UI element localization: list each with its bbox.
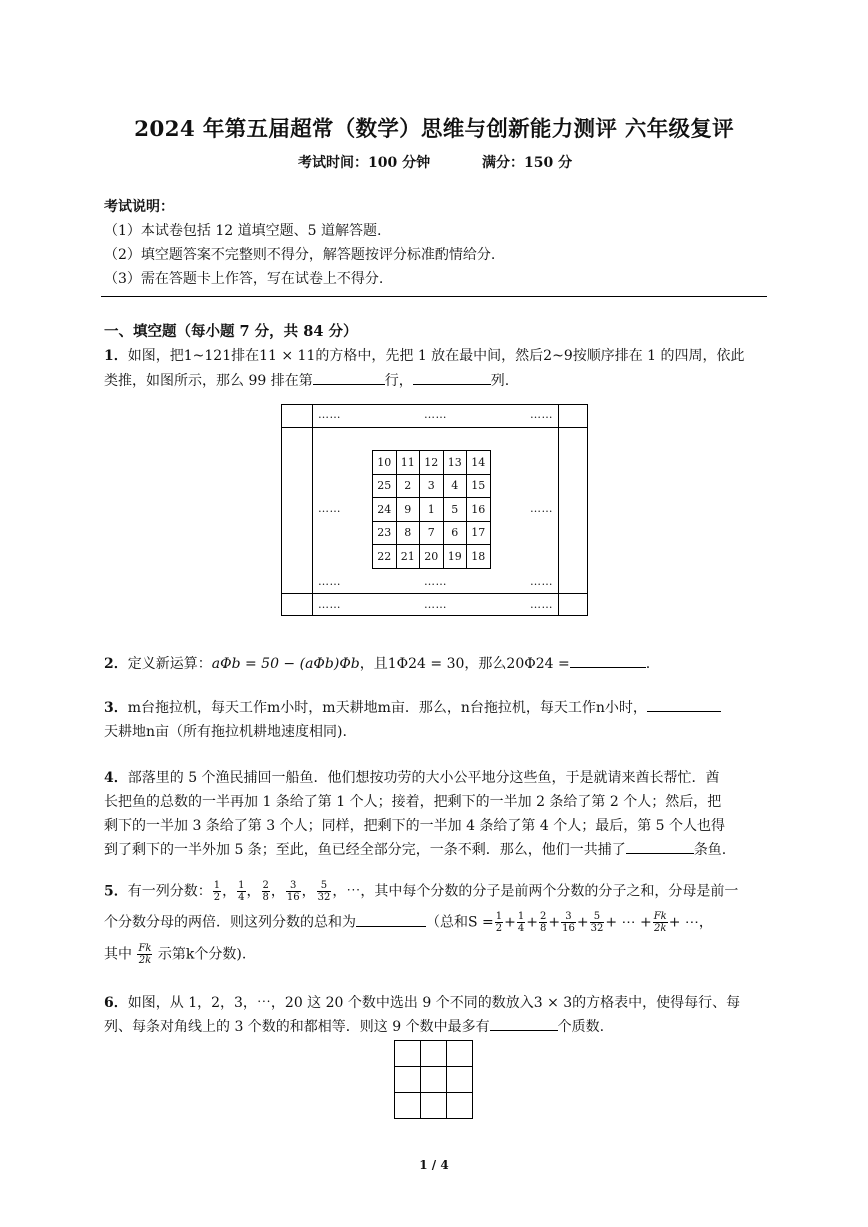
answer-blank[interactable] (570, 653, 646, 668)
question-4-line2: 长把鱼的总数的一半再加 1 条给了第 1 个人；接着，把剩下的一半加 2 条给了第 2 个人；然后，把 (104, 794, 722, 810)
question-text: 其中 (104, 946, 132, 963)
question-text: ，且1Φ24 = 30，那么20Φ24 = (359, 656, 570, 672)
answer-blank[interactable] (647, 697, 721, 712)
grid-cell (395, 1041, 421, 1067)
answer-blank[interactable] (490, 1016, 558, 1031)
question-text: + ⋯ + (605, 914, 652, 931)
question-number: 1． (104, 348, 128, 364)
grid-cell: 1 (420, 498, 444, 522)
grid-cell (447, 1067, 473, 1093)
question-5-line3 (104, 943, 246, 966)
question-2 (104, 653, 650, 673)
grid-cell: 17 (467, 521, 491, 545)
fraction: $\frac{2}{8}$ (262, 880, 269, 903)
formula: aΦb = 50 − (aΦb)Φb (211, 656, 360, 672)
grid-cell: 5 (443, 498, 467, 522)
answer-blank[interactable] (356, 912, 426, 927)
fraction: $\frac{2}{8}$ (540, 911, 547, 934)
grid-line (312, 405, 313, 615)
grid-cell: 12 (420, 451, 444, 475)
number-grid (372, 450, 491, 569)
question-4-line4 (104, 839, 726, 859)
grid-cell (395, 1093, 421, 1119)
ellipsis: …… (530, 408, 553, 421)
question-text: 如图，从 1，2，3，⋯，20 这 20 个数中选出 9 个不同的数放入3 × 3的方格表中，使得每行、每 (127, 995, 741, 1011)
question-text: ，⋯，其中每个分数的分子是前两个分数的分子之和，分母是前一 (332, 883, 739, 900)
grid-cell: 10 (373, 451, 397, 475)
grid-cell: 22 (373, 545, 397, 569)
question-number: 4． (104, 770, 128, 786)
answer-blank[interactable] (313, 370, 385, 385)
grid-cell: 19 (443, 545, 467, 569)
grid-cell: 9 (396, 498, 420, 522)
question-text: 到了剩下的一半外加 5 条；至此，鱼已经全部分完，一条不剩．那么，他们一共捕了 (104, 842, 626, 858)
fraction: $\frac{5}{32}$ (590, 911, 604, 934)
grid-cell: 4 (443, 474, 467, 498)
answer-blank[interactable] (626, 839, 694, 854)
magic-square-grid (394, 1040, 473, 1119)
ellipsis: …… (318, 575, 341, 588)
grid-cell: 23 (373, 521, 397, 545)
fraction: $\frac{Fk}{2k}$ (138, 943, 152, 966)
question-4-line1 (104, 767, 720, 787)
grid-cell (447, 1041, 473, 1067)
question-text: 条鱼. (693, 842, 727, 858)
fraction: $\frac{1}{4}$ (517, 911, 525, 934)
question-number: 6． (104, 995, 128, 1011)
question-text: 定义新运算： (127, 656, 212, 672)
question-5-line2: 个分数分母的两倍．则这列分数的总和为 （总和S = $\frac{1}{2}$ + $\frac{1}{4}$ + $\frac{2}{8}$ + $\frac{3}{16}$ + $\frac{5}{32}$ + ⋯ + $\frac{Fk}{2k}$ + ⋯， (104, 911, 713, 934)
grid-cell: 15 (467, 474, 491, 498)
fraction: $\frac{3}{16}$ (562, 911, 575, 934)
spiral-grid-figure (281, 404, 588, 616)
grid-cell: 6 (443, 521, 467, 545)
question-number: 2． (104, 656, 128, 672)
question-text: 列. (490, 373, 510, 389)
question-1-line2 (104, 370, 509, 390)
answer-blank[interactable] (413, 370, 491, 385)
grid-line (282, 427, 587, 428)
fraction: $\frac{Fk}{2k}$ (653, 911, 667, 934)
fraction: $\frac{3}{16}$ (286, 880, 300, 903)
question-text: 部落里的 5 个渔民捕回一船鱼．他们想按功劳的大小公平地分这些鱼，于是就请来酋长帮忙．酋 (127, 770, 720, 786)
grid-cell: 13 (443, 451, 467, 475)
grid-cell: 11 (396, 451, 420, 475)
question-6-line1 (104, 992, 740, 1012)
question-text: 如图，把1~121排在11 × 11的方格中，先把 1 放在最中间，然后2~9按顺序排在 1 的四周，依此 (127, 348, 745, 364)
question-text: 个质数. (557, 1019, 605, 1035)
question-text: 示第k个分数). (157, 946, 247, 963)
question-number: 5． (104, 883, 128, 900)
question-4-line3: 剩下的一半加 3 条给了第 3 个人；同样，把剩下的一半加 4 条给了第 4 个人；最后，第 5 个人也得 (104, 818, 726, 834)
notes-heading: 考试说明： (104, 199, 174, 215)
ellipsis: …… (530, 575, 553, 588)
grid-cell (421, 1093, 447, 1119)
grid-cell: 24 (373, 498, 397, 522)
ellipsis: …… (424, 575, 447, 588)
question-text: 有一列分数： (127, 883, 212, 900)
grid-cell: 18 (467, 545, 491, 569)
question-text: 个分数分母的两倍．则这列分数的总和为 (104, 914, 356, 931)
grid-line (282, 593, 587, 594)
note-item: （2）填空题答案不完整则不得分，解答题按评分标准酌情给分. (104, 247, 496, 263)
note-item: （1）本试卷包括 12 道填空题、5 道解答题. (104, 223, 382, 239)
exam-time: 考试时间：100 分钟 (298, 155, 431, 171)
grid-line (558, 405, 559, 615)
ellipsis: …… (424, 408, 447, 421)
ellipsis: …… (318, 502, 341, 515)
page-number: 1 / 4 (419, 1158, 449, 1172)
grid-cell: 14 (467, 451, 491, 475)
divider (101, 296, 767, 297)
note-item: （3）需在答题卡上作答，写在试卷上不得分. (104, 271, 384, 287)
question-text: 行， (384, 373, 413, 389)
question-5-line1: 5．有一列分数： $\frac{1}{2}$ ， $\frac{1}{4}$ ， $\frac{2}{8}$ ， $\frac{3}{16}$ ， $\frac{5}{32}$ ，⋯，其中每个分数的分子是前两个分数的分子之和，分母是前一 (104, 880, 739, 903)
fraction: $\frac{1}{2}$ (495, 911, 503, 934)
question-text: + ⋯， (668, 914, 713, 931)
fraction: $\frac{5}{32}$ (317, 880, 331, 903)
grid-cell (421, 1041, 447, 1067)
fraction: $\frac{1}{2}$ (213, 880, 221, 903)
grid-cell: 16 (467, 498, 491, 522)
grid-cell: 7 (420, 521, 444, 545)
question-text: . (645, 656, 651, 672)
question-text: 类推，如图所示，那么 99 排在第 (104, 373, 313, 389)
grid-cell: 25 (373, 474, 397, 498)
question-text: m台拖拉机，每天工作m小时，m天耕地m亩．那么，n台拖拉机，每天工作n小时， (127, 700, 647, 716)
fraction: $\frac{1}{4}$ (238, 880, 245, 903)
grid-cell (447, 1093, 473, 1119)
question-1-line1 (104, 345, 745, 365)
question-3-line1 (104, 697, 721, 717)
grid-cell (395, 1067, 421, 1093)
grid-cell: 21 (396, 545, 420, 569)
grid-cell (421, 1067, 447, 1093)
ellipsis: …… (530, 502, 553, 515)
exam-title: 2024 年第五届超常（数学）思维与创新能力测评 六年级复评 (134, 117, 734, 142)
grid-cell: 3 (420, 474, 444, 498)
question-number: 3． (104, 700, 128, 716)
ellipsis: …… (424, 598, 447, 611)
ellipsis: …… (318, 598, 341, 611)
question-6-line2 (104, 1016, 604, 1036)
ellipsis: …… (530, 598, 553, 611)
ellipsis: …… (318, 408, 341, 421)
grid-cell: 8 (396, 521, 420, 545)
section-heading: 一、填空题（每小题 7 分，共 84 分） (104, 323, 358, 340)
exam-score: 满分：150 分 (482, 155, 573, 171)
question-3-line2: 天耕地n亩（所有拖拉机耕地速度相同). (104, 724, 347, 740)
question-text: （总和S = (426, 914, 494, 931)
grid-cell: 2 (396, 474, 420, 498)
question-text: 列、每条对角线上的 3 个数的和都相等．则这 9 个数中最多有 (104, 1019, 490, 1035)
grid-cell: 20 (420, 545, 444, 569)
